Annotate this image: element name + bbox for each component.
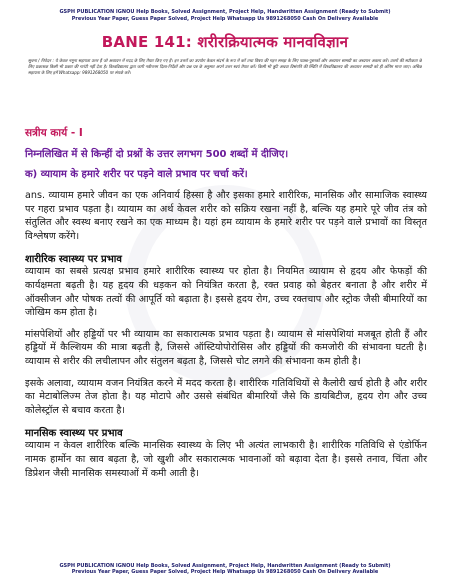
page-header <box>0 0 450 22</box>
paragraph-physical-3: इसके अलावा, व्यायाम वजन नियंत्रित करने में मदद करता है। शारीरिक गतिविधियों से कैलोरी खर्च होती है और शरीर का मेटाबोलिज्म तेज होता है। यह मोटापे और उससे संबंधित बीमारियों जैसे कि डायबिटीज, हृदय रोग और उच्च कोलेस्ट्रॉल से बचाव करता है। <box>25 377 427 416</box>
section-heading-physical: शारीरिक स्वास्थ्य पर प्रभाव <box>25 254 122 266</box>
paragraph-physical-1: व्यायाम का सबसे प्रत्यक्ष प्रभाव हमारे शारीरिक स्वास्थ्य पर होता है। नियमित व्यायाम से हृदय और फेफड़ों की कार्यक्षमता बढ़ती है। यह हृदय की धड़कन को नियंत्रित करता है, रक्त प्रवाह को बेहतर बनाता है और शरीर में ऑक्सीजन और पोषक तत्वों की आपूर्ति को बढ़ाता है। इससे हृदय रोग, उच्च रक्तचाप और स्ट्रोक जैसी बीमारियों का जोखिम कम होता है। <box>25 266 427 319</box>
title-row <box>0 32 450 54</box>
document-body <box>25 126 427 488</box>
answer-intro: ans. व्यायाम हमारे जीवन का एक अनिवार्य हिस्सा है और इसका हमारे शारीरिक, मानसिक और सामाजिक स्वास्थ्य पर गहरा प्रभाव पड़ता है। व्यायाम का अर्थ केवल शरीर को सक्रिय रखना नहीं है, बल्कि यह हमारे पूरे जीव तंत्र को संतुलित और स्वस्थ बनाए रखने का एक माध्यम है। यहां हम व्यायाम के हमारे शरीर पर पड़ने वाले प्रभावों का विस्तृत विश्लेषण करेंगे। <box>25 190 427 242</box>
session-heading: सत्रीय कार्य - I <box>25 127 83 139</box>
paragraph-physical-2: मांसपेशियों और हड्डियों पर भी व्यायाम का सकारात्मक प्रभाव पड़ता है। व्यायाम से मांसपेशियां मजबूत होती हैं और हड्डियों में कैल्शियम की मात्रा बढ़ती है, जिससे ऑस्टियोपोरोसिस और हड्डियों की कमजोरी की संभावना घटती है। व्यायाम से शरीर की लचीलापन और संतुलन बढ़ता है, जिससे चोट लगने की संभावना कम होती है। <box>25 328 427 367</box>
document-title: BANE 141: शरीरक्रियात्मक मानवविज्ञान <box>101 33 349 52</box>
disclaimer-text: सूचना / निवेदन : ये केवल नमूना सहायता उत्तर हैं जो अध्ययन में मदद के लिए तैयार किए गए हैं। इन उत्तरों का उपयोग केवल संदर्भ के रूप में करें तथा विषय की गहन समझ के लिए पाठ्य-पुस्तकों और अध्ययन सामग्री का अध्ययन अवश्य करें। उत्तरों की सटीकता के लिए प्रकाशक किसी भी प्रकार की गारंटी नहीं देता है। विश्वविद्यालय द्वारा जारी नवीनतम दिशा-निर्देशों और प्रश्न पत्र के अनुसार अपने उत्तर स्वयं तैयार करें। किसी भी त्रुटि अथवा विसंगति की स्थिति में विश्वविद्यालय की अध्ययन सामग्री को ही अंतिम माना जाए। अधिक सहायता के लिए हमें Whatsapp: 9891268050 पर संपर्क करें। <box>28 58 422 75</box>
paragraph-mental-1: व्यायाम न केवल शारीरिक बल्कि मानसिक स्वास्थ्य के लिए भी अत्यंत लाभकारी है। शारीरिक गतिविधि से एंडोर्फिन नामक हार्मोन का स्राव बढ़ता है, जो खुशी और सकारात्मक भावनाओं को बढ़ावा देता है। इससे तनाव, चिंता और डिप्रेशन जैसी मानसिक समस्याओं में कमी आती है। <box>25 440 427 479</box>
header-line-1: GSPH PUBLICATION IGNOU Help Books, Solved Assignment, Project Help, Handwritten Assignment (Ready to Submit) <box>59 9 391 15</box>
header-line-2: Previous Year Paper, Guess Paper Solved, Project Help Whatsapp Us 9891268050 Cash On Delivery Available <box>71 15 379 22</box>
question-text: क) व्यायाम के हमारे शरीर पर पड़ने वाले प्रभाव पर चर्चा करें। <box>25 169 248 180</box>
instruction-text: निम्नलिखित में से किन्हीं दो प्रश्नों के उत्तर लगभग 500 शब्दों में दीजिए। <box>25 149 289 160</box>
footer-line-1: GSPH PUBLICATION IGNOU Help Books, Solved Assignment, Project Help, Handwritten Assignment (Ready to Submit) <box>59 562 391 569</box>
footer-line-2: Previous Year Paper, Guess Paper Solved, Project Help Whatsapp Us 9891268050 Cash On Delivery Available <box>71 569 379 576</box>
section-heading-mental: मानसिक स्वास्थ्य पर प्रभाव <box>25 428 123 440</box>
page-footer <box>0 563 450 576</box>
